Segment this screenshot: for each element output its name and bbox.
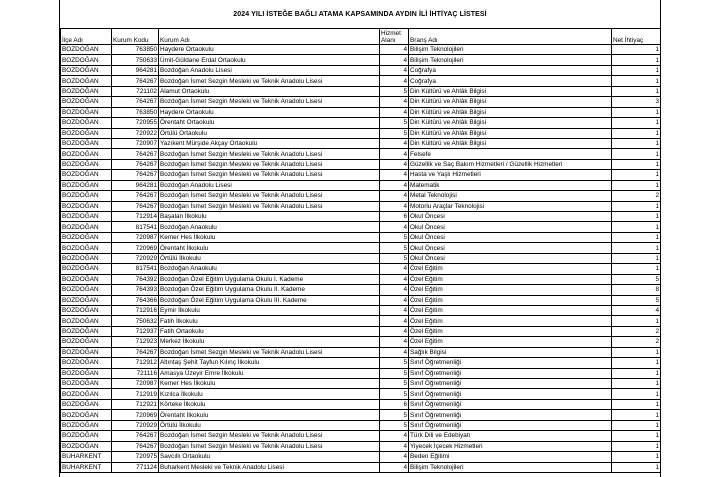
cell-ihtiyac: 3: [612, 97, 661, 107]
cell-ilce: BOZDOĞAN: [61, 86, 112, 96]
cell-ihtiyac: 1: [612, 368, 661, 378]
table-row: [61, 326, 661, 336]
cell-kurum-adi: Eymir İlkokulu: [159, 305, 380, 315]
cell-hizmet-alani: 5: [380, 389, 409, 399]
cell-brans: Sağlık Bilgisi: [409, 347, 612, 357]
cell-hizmet-alani: 4: [380, 97, 409, 107]
cell-kurum-adi: Başalan İlkokulu: [159, 212, 380, 222]
cell-kurum-adi: Haydere Ortaokulu: [159, 107, 380, 117]
cell-kurum-kodu: 764267: [112, 191, 159, 201]
cell-kurum-kodu: 721116: [112, 368, 159, 378]
cell-kurum-adi: Bozdoğan İsmet Sezgin Mesleki ve Teknik Anadolu Lisesi: [159, 347, 380, 357]
cell-brans: Özel Eğitim: [409, 264, 612, 274]
cell-hizmet-alani: 4: [380, 347, 409, 357]
cell-kurum-adi: Bozdoğan İsmet Sezgin Mesleki ve Teknik Anadolu Lisesi: [159, 149, 380, 159]
table-row: [61, 118, 661, 128]
cell-ilce: BOZDOĞAN: [61, 76, 112, 86]
cell-hizmet-alani: 6: [380, 212, 409, 222]
cell-kurum-kodu: 764393: [112, 285, 159, 295]
cell-ihtiyac: 1: [612, 107, 661, 117]
cell-kurum-kodu: 712912: [112, 358, 159, 368]
cell-brans: Türk Dili ve Edebiyatı: [409, 431, 612, 441]
cell-hizmet-alani: 5: [380, 118, 409, 128]
cell-brans: Din Kültürü ve Ahlâk Bilgisi: [409, 97, 612, 107]
cell-kurum-kodu: 763850: [112, 107, 159, 117]
cell-ilce: BUHARKENT: [61, 462, 112, 472]
cell-hizmet-alani: 4: [380, 326, 409, 336]
cell-ihtiyac: 1: [612, 128, 661, 138]
cell-kurum-kodu: 712923: [112, 337, 159, 347]
cell-ihtiyac: 1: [612, 149, 661, 159]
cell-ihtiyac: 1: [612, 358, 661, 368]
cell-ilce: BOZDOĞAN: [61, 65, 112, 75]
table-row: [61, 107, 661, 117]
table-row: [61, 149, 661, 159]
cell-brans: Bilişim Teknolojileri: [409, 462, 612, 472]
page-title: 2024 YILI İSTEĞE BAĞLI ATAMA KAPSAMINDA AYDIN İLİ İHTİYAÇ LİSTESİ: [233, 11, 487, 18]
cell-ilce: BOZDOĞAN: [61, 212, 112, 222]
cell-kurum-adi: Bozdoğan İsmet Sezgin Mesleki ve Teknik Anadolu Lisesi: [159, 170, 380, 180]
table-row: [61, 399, 661, 409]
cell-hizmet-alani: 4: [380, 138, 409, 148]
cell-hizmet-alani: 4: [380, 285, 409, 295]
cell-ihtiyac: 1: [612, 45, 661, 55]
cell-kurum-adi: Haydere Ortaokulu: [159, 45, 380, 55]
cell-hizmet-alani: 4: [380, 431, 409, 441]
cell-ihtiyac: 1: [612, 420, 661, 430]
cell-brans: Sınıf Öğretmenliği: [409, 368, 612, 378]
cell-ihtiyac: 1: [612, 159, 661, 169]
cell-kurum-kodu: 712914: [112, 212, 159, 222]
table-row: [61, 305, 661, 315]
cell-ihtiyac: 1: [612, 452, 661, 462]
cell-kurum-adi: Bozdoğan İsmet Sezgin Mesleki ve Teknik Anadolu Lisesi: [159, 191, 380, 201]
cell-brans: Okul Öncesi: [409, 222, 612, 232]
cell-brans: Bilişim Teknolojileri: [409, 55, 612, 65]
cell-ihtiyac: 1: [612, 55, 661, 65]
table-row: [61, 274, 661, 284]
cell-kurum-kodu: 720922: [112, 128, 159, 138]
cell-brans: Özel Eğitim: [409, 326, 612, 336]
cell-ilce: BOZDOĞAN: [61, 180, 112, 190]
cell-brans: Özel Eğitim: [409, 316, 612, 326]
cell-kurum-adi: Örentaht İlkokulu: [159, 243, 380, 253]
cell-ihtiyac: 1: [612, 410, 661, 420]
cell-ihtiyac: 1: [612, 379, 661, 389]
table-row: [61, 379, 661, 389]
cell-ihtiyac: 1: [612, 180, 661, 190]
cell-kurum-adi: Bozdoğan İsmet Sezgin Mesleki ve Teknik Anadolu Lisesi: [159, 441, 380, 451]
cell-brans: Din Kültürü ve Ahlâk Bilgisi: [409, 107, 612, 117]
cell-hizmet-alani: 4: [380, 462, 409, 472]
table-header: [61, 29, 661, 45]
cell-brans: Sınıf Öğretmenliği: [409, 399, 612, 409]
cell-kurum-kodu: 712916: [112, 305, 159, 315]
cell-brans: Okul Öncesi: [409, 243, 612, 253]
needs-table: [60, 28, 661, 473]
cell-kurum-kodu: 964281: [112, 180, 159, 190]
cell-ilce: BOZDOĞAN: [61, 337, 112, 347]
cell-kurum-adi: Örentaht İlkokulu: [159, 410, 380, 420]
cell-brans: Hasta ve Yaşlı Hizmetleri: [409, 170, 612, 180]
cell-ihtiyac: 1: [612, 253, 661, 263]
cell-brans: Sınıf Öğretmenliği: [409, 410, 612, 420]
cell-ilce: BOZDOĞAN: [61, 410, 112, 420]
cell-ihtiyac: 1: [612, 441, 661, 451]
cell-hizmet-alani: 4: [380, 55, 409, 65]
cell-kurum-adi: Buharkent Mesleki ve Teknik Anadolu Lisesi: [159, 462, 380, 472]
cell-brans: Coğrafya: [409, 65, 612, 75]
cell-ihtiyac: 1: [612, 389, 661, 399]
cell-ihtiyac: 1: [612, 243, 661, 253]
cell-hizmet-alani: 4: [380, 222, 409, 232]
cell-kurum-adi: Örtülü Ortaokulu: [159, 128, 380, 138]
cell-hizmet-alani: 5: [380, 128, 409, 138]
cell-brans: Okul Öncesi: [409, 212, 612, 222]
cell-ilce: BOZDOĞAN: [61, 107, 112, 117]
cell-kurum-adi: Bozdoğan Anaokulu: [159, 222, 380, 232]
cell-ihtiyac: 4: [612, 305, 661, 315]
table-row: [61, 138, 661, 148]
cell-brans: Din Kültürü ve Ahlâk Bilgisi: [409, 128, 612, 138]
cell-ilce: BOZDOĞAN: [61, 201, 112, 211]
cell-kurum-kodu: 721102: [112, 86, 159, 96]
cell-hizmet-alani: 4: [380, 316, 409, 326]
cell-ilce: BOZDOĞAN: [61, 222, 112, 232]
cell-kurum-kodu: 712921: [112, 399, 159, 409]
table-row: [61, 410, 661, 420]
table-row: [61, 431, 661, 441]
header-row: [61, 29, 661, 45]
cell-ilce: BOZDOĞAN: [61, 326, 112, 336]
cell-hizmet-alani: 4: [380, 159, 409, 169]
cell-ihtiyac: 5: [612, 274, 661, 284]
cell-brans: Din Kültürü ve Ahlâk Bilgisi: [409, 86, 612, 96]
table-row: [61, 243, 661, 253]
cell-ilce: BOZDOĞAN: [61, 379, 112, 389]
cell-kurum-kodu: 764392: [112, 274, 159, 284]
cell-ihtiyac: 2: [612, 337, 661, 347]
cell-ilce: BOZDOĞAN: [61, 347, 112, 357]
cell-brans: Okul Öncesi: [409, 232, 612, 242]
cell-ihtiyac: 1: [612, 170, 661, 180]
cell-kurum-kodu: 712937: [112, 326, 159, 336]
table-row: [61, 191, 661, 201]
cell-kurum-kodu: 764267: [112, 431, 159, 441]
cell-kurum-kodu: 817541: [112, 264, 159, 274]
table-row: [61, 55, 661, 65]
cell-brans: Özel Eğitim: [409, 337, 612, 347]
cell-brans: Din Kültürü ve Ahlâk Bilgisi: [409, 138, 612, 148]
cell-ihtiyac: 1: [612, 222, 661, 232]
cell-kurum-kodu: 720987: [112, 232, 159, 242]
cell-hizmet-alani: 4: [380, 149, 409, 159]
cell-hizmet-alani: 4: [380, 180, 409, 190]
cell-hizmet-alani: 4: [380, 295, 409, 305]
cell-kurum-kodu: 720969: [112, 410, 159, 420]
cell-kurum-kodu: 764267: [112, 159, 159, 169]
cell-hizmet-alani: 4: [380, 191, 409, 201]
cell-ilce: BUHARKENT: [61, 452, 112, 462]
cell-kurum-kodu: 763850: [112, 45, 159, 55]
cell-hizmet-alani: 4: [380, 452, 409, 462]
cell-ihtiyac: 1: [612, 201, 661, 211]
table-row: [61, 76, 661, 86]
cell-kurum-adi: Fatih Ortaokulu: [159, 326, 380, 336]
cell-hizmet-alani: 4: [380, 337, 409, 347]
table-row: [61, 316, 661, 326]
cell-kurum-kodu: 764366: [112, 295, 159, 305]
cell-ilce: BOZDOĞAN: [61, 420, 112, 430]
cell-kurum-adi: Fatih İlkokulu: [159, 316, 380, 326]
cell-brans: Beden Eğitimi: [409, 452, 612, 462]
cell-kurum-kodu: 712919: [112, 389, 159, 399]
cell-kurum-adi: Örtülü İlkokulu: [159, 420, 380, 430]
table-row: [61, 347, 661, 357]
cell-hizmet-alani: 5: [380, 86, 409, 96]
header-brans: Branş Adı: [409, 29, 612, 45]
cell-hizmet-alani: 4: [380, 201, 409, 211]
cell-ilce: BOZDOĞAN: [61, 118, 112, 128]
cell-kurum-kodu: 720907: [112, 138, 159, 148]
table-row: [61, 295, 661, 305]
cell-kurum-adi: Bozdoğan Anadolu Lisesi: [159, 180, 380, 190]
cell-hizmet-alani: 4: [380, 76, 409, 86]
cell-ihtiyac: 1: [612, 65, 661, 75]
cell-brans: Özel Eğitim: [409, 295, 612, 305]
cell-hizmet-alani: 4: [380, 274, 409, 284]
cell-kurum-adi: Bozdoğan İsmet Sezgin Mesleki ve Teknik Anadolu Lisesi: [159, 76, 380, 86]
cell-kurum-kodu: 750633: [112, 55, 159, 65]
cell-kurum-adi: Yazıkent Mürşide Akçay Ortaokulu: [159, 138, 380, 148]
cell-brans: Güzellik ve Saç Bakım Hizmetleri / Güzellik Hizmetleri: [409, 159, 612, 169]
cell-ilce: BOZDOĞAN: [61, 389, 112, 399]
cell-ilce: BOZDOĞAN: [61, 149, 112, 159]
header-ihtiyac: Net İhtiyaç: [612, 29, 661, 45]
cell-kurum-kodu: 720929: [112, 420, 159, 430]
cell-ilce: BOZDOĞAN: [61, 243, 112, 253]
cell-ilce: BOZDOĞAN: [61, 295, 112, 305]
cell-hizmet-alani: 5: [380, 243, 409, 253]
header-kurum-kodu: Kurum Kodu: [112, 29, 159, 45]
cell-ilce: BOZDOĞAN: [61, 128, 112, 138]
cell-brans: Matematik: [409, 180, 612, 190]
table-row: [61, 462, 661, 472]
cell-hizmet-alani: 5: [380, 232, 409, 242]
cell-kurum-adi: Kemer Hes İlkokulu: [159, 232, 380, 242]
cell-brans: Motorlu Araçlar Teknolojisi: [409, 201, 612, 211]
cell-kurum-adi: Amasya Üzeyir Emre İlkokulu: [159, 368, 380, 378]
cell-ihtiyac: 1: [612, 212, 661, 222]
cell-ilce: BOZDOĞAN: [61, 285, 112, 295]
table-row: [61, 441, 661, 451]
cell-kurum-kodu: 764267: [112, 97, 159, 107]
cell-kurum-adi: Bozdoğan Özel Eğitim Uygulama Okulu II. Kademe: [159, 285, 380, 295]
cell-kurum-adi: Bozdoğan Anaokulu: [159, 264, 380, 274]
table-row: [61, 232, 661, 242]
cell-hizmet-alani: 5: [380, 379, 409, 389]
cell-kurum-kodu: 764267: [112, 441, 159, 451]
table-row: [61, 420, 661, 430]
cell-brans: Özel Eğitim: [409, 305, 612, 315]
cell-ihtiyac: 1: [612, 431, 661, 441]
cell-hizmet-alani: 4: [380, 65, 409, 75]
cell-kurum-adi: Bozdoğan Özel Eğitim Uygulama Okulu I. Kademe: [159, 274, 380, 284]
cell-ilce: BOZDOĞAN: [61, 305, 112, 315]
cell-brans: Okul Öncesi: [409, 253, 612, 263]
cell-kurum-adi: Savcıllı Ortaokulu: [159, 452, 380, 462]
cell-hizmet-alani: 4: [380, 45, 409, 55]
cell-ilce: BOZDOĞAN: [61, 45, 112, 55]
cell-ihtiyac: 1: [612, 76, 661, 86]
cell-hizmet-alani: 4: [380, 170, 409, 180]
cell-ihtiyac: 2: [612, 191, 661, 201]
table-body: [61, 45, 661, 473]
cell-hizmet-alani: 4: [380, 107, 409, 117]
cell-brans: Sınıf Öğretmenliği: [409, 389, 612, 399]
cell-ilce: BOZDOĞAN: [61, 399, 112, 409]
cell-ilce: BOZDOĞAN: [61, 264, 112, 274]
cell-brans: Metal Teknolojisi: [409, 191, 612, 201]
cell-hizmet-alani: 5: [380, 410, 409, 420]
cell-kurum-kodu: 720969: [112, 243, 159, 253]
cell-kurum-kodu: 764267: [112, 170, 159, 180]
cell-kurum-adi: Bozdoğan Anadolu Lisesi: [159, 65, 380, 75]
cell-kurum-adi: Örentaht Ortaokulu: [159, 118, 380, 128]
table-row: [61, 45, 661, 55]
cell-kurum-adi: Ümit-Güldane Erdal Ortaokulu: [159, 55, 380, 65]
cell-ilce: BOZDOĞAN: [61, 274, 112, 284]
cell-ilce: BOZDOĞAN: [61, 253, 112, 263]
cell-kurum-kodu: 750632: [112, 316, 159, 326]
cell-ihtiyac: 1: [612, 347, 661, 357]
cell-ilce: BOZDOĞAN: [61, 441, 112, 451]
table-row: [61, 212, 661, 222]
cell-brans: Din Kültürü ve Ahlâk Bilgisi: [409, 118, 612, 128]
cell-brans: Sınıf Öğretmenliği: [409, 358, 612, 368]
cell-ihtiyac: 5: [612, 295, 661, 305]
cell-brans: Coğrafya: [409, 76, 612, 86]
cell-ilce: BOZDOĞAN: [61, 191, 112, 201]
cell-ilce: BOZDOĞAN: [61, 431, 112, 441]
table-row: [61, 222, 661, 232]
cell-kurum-kodu: 720975: [112, 452, 159, 462]
cell-kurum-kodu: 720929: [112, 253, 159, 263]
table-row: [61, 180, 661, 190]
cell-brans: Özel Eğitim: [409, 285, 612, 295]
cell-ihtiyac: 1: [612, 462, 661, 472]
cell-kurum-adi: Bozdoğan İsmet Sezgin Mesleki ve Teknik Anadolu Lisesi: [159, 97, 380, 107]
cell-hizmet-alani: 4: [380, 264, 409, 274]
cell-ilce: BOZDOĞAN: [61, 358, 112, 368]
table-row: [61, 337, 661, 347]
cell-kurum-adi: Altıntaş Şehit Tayfun Kılınç İlkokulu: [159, 358, 380, 368]
table-row: [61, 358, 661, 368]
cell-kurum-kodu: 964281: [112, 65, 159, 75]
cell-kurum-kodu: 720955: [112, 118, 159, 128]
cell-brans: Sınıf Öğretmenliği: [409, 420, 612, 430]
header-hizmet-alani: Hizmet Alanı: [380, 29, 409, 45]
cell-kurum-adi: Bozdoğan İsmet Sezgin Mesleki ve Teknik Anadolu Lisesi: [159, 431, 380, 441]
cell-hizmet-alani: 5: [380, 368, 409, 378]
table-row: [61, 452, 661, 462]
table-row: [61, 285, 661, 295]
cell-kurum-kodu: 720987: [112, 379, 159, 389]
cell-ilce: BOZDOĞAN: [61, 232, 112, 242]
cell-ilce: BOZDOĞAN: [61, 368, 112, 378]
cell-brans: Sınıf Öğretmenliği: [409, 379, 612, 389]
cell-brans: Felsefe: [409, 149, 612, 159]
cell-kurum-adi: Bozdoğan İsmet Sezgin Mesleki ve Teknik Anadolu Lisesi: [159, 201, 380, 211]
table-row: [61, 65, 661, 75]
cell-kurum-adi: Merkez İlkokulu: [159, 337, 380, 347]
cell-brans: Bilişim Teknolojileri: [409, 45, 612, 55]
cell-hizmet-alani: 6: [380, 399, 409, 409]
cell-ilce: BOZDOĞAN: [61, 138, 112, 148]
cell-ihtiyac: 8: [612, 285, 661, 295]
cell-ilce: BOZDOĞAN: [61, 97, 112, 107]
cell-kurum-kodu: 764267: [112, 201, 159, 211]
cell-ihtiyac: 1: [612, 118, 661, 128]
cell-kurum-kodu: 764267: [112, 149, 159, 159]
cell-ihtiyac: 1: [612, 138, 661, 148]
cell-kurum-adi: Kemer Hes İlkokulu: [159, 379, 380, 389]
cell-kurum-kodu: 817541: [112, 222, 159, 232]
cell-hizmet-alani: 5: [380, 253, 409, 263]
cell-hizmet-alani: 5: [380, 358, 409, 368]
cell-hizmet-alani: 4: [380, 305, 409, 315]
table-row: [61, 264, 661, 274]
cell-kurum-adi: Kızılca İlkokulu: [159, 389, 380, 399]
cell-brans: Özel Eğitim: [409, 274, 612, 284]
cell-ihtiyac: 1: [612, 86, 661, 96]
table-row: [61, 253, 661, 263]
cell-kurum-kodu: 771124: [112, 462, 159, 472]
cell-kurum-kodu: 764267: [112, 76, 159, 86]
cell-brans: Yiyecek İçecek Hizmetleri: [409, 441, 612, 451]
table-row: [61, 97, 661, 107]
table-row: [61, 368, 661, 378]
table-row: [61, 389, 661, 399]
header-kurum-adi: Kurum Adı: [159, 29, 380, 45]
cell-ilce: BOZDOĞAN: [61, 159, 112, 169]
cell-ihtiyac: 1: [612, 232, 661, 242]
cell-ilce: BOZDOĞAN: [61, 170, 112, 180]
header-ilce: İlçe Adı: [61, 29, 112, 45]
cell-hizmet-alani: 4: [380, 441, 409, 451]
spreadsheet-page: [59, 0, 661, 477]
table-row: [61, 128, 661, 138]
table-row: [61, 159, 661, 169]
cell-ilce: BOZDOĞAN: [61, 316, 112, 326]
cell-kurum-adi: Bozdoğan Özel Eğitim Uygulama Okulu III. Kademe: [159, 295, 380, 305]
cell-kurum-adi: Örtülü İlkokulu: [159, 253, 380, 263]
cell-kurum-adi: Körteke İlkokulu: [159, 399, 380, 409]
cell-kurum-adi: Bozdoğan İsmet Sezgin Mesleki ve Teknik Anadolu Lisesi: [159, 159, 380, 169]
table-row: [61, 170, 661, 180]
table-row: [61, 201, 661, 211]
cell-ihtiyac: 2: [612, 326, 661, 336]
cell-ihtiyac: 1: [612, 399, 661, 409]
cell-kurum-adi: Alamut Ortaokulu: [159, 86, 380, 96]
cell-ilce: BOZDOĞAN: [61, 55, 112, 65]
cell-ihtiyac: 1: [612, 264, 661, 274]
cell-hizmet-alani: 5: [380, 420, 409, 430]
cell-ihtiyac: 1: [612, 316, 661, 326]
cell-kurum-kodu: 764267: [112, 347, 159, 357]
table-row: [61, 86, 661, 96]
